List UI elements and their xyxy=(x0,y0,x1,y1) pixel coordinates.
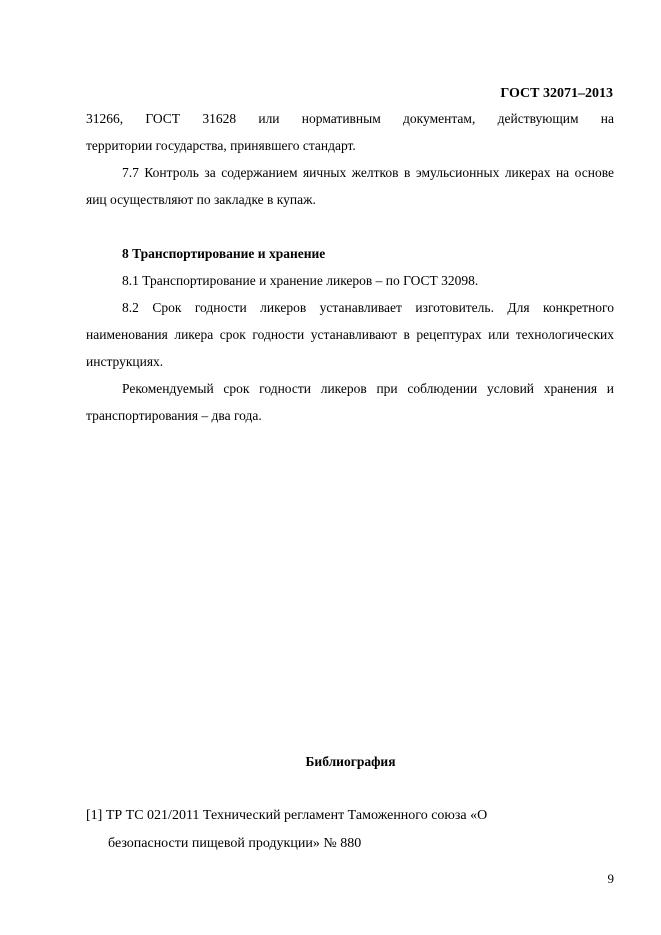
paragraph-7-7: 7.7 Контроль за содержанием яичных желтков в эмульсионных ликерах на основе яиц осуществляют по закладке в купаж. xyxy=(86,165,614,207)
paragraph-continuation-line1: 31266, ГОСТ 31628 или нормативным документам, действующим на xyxy=(86,111,614,126)
paragraph-continuation-line2: территории государства, принявшего стандарт. xyxy=(86,138,356,153)
page-number: 9 xyxy=(607,871,614,886)
paragraph-recommended-shelf-life: Рекомендуемый срок годности ликеров при соблюдении условий хранения и транспортирования – два года. xyxy=(86,381,614,423)
document-code-header: ГОСТ 32071–2013 xyxy=(500,86,613,101)
paragraph-8-2: 8.2 Срок годности ликеров устанавливает изготовитель. Для конкретного наименования ликера срок годности устанавливают в рецептурах или технологических инструкциях. xyxy=(86,300,614,369)
bibliography-title: Библиография xyxy=(305,754,396,769)
bibliography-item-1-line1: [1] ТР ТС 021/2011 Технический регламент Таможенного союза «О xyxy=(86,808,488,823)
section-8-title: 8 Транспортирование и хранение xyxy=(122,246,326,261)
bibliography-item-1-line2: безопасности пищевой продукции» № 880 xyxy=(108,836,362,851)
paragraph-8-1: 8.1 Транспортирование и хранение ликеров – по ГОСТ 32098. xyxy=(122,273,479,288)
